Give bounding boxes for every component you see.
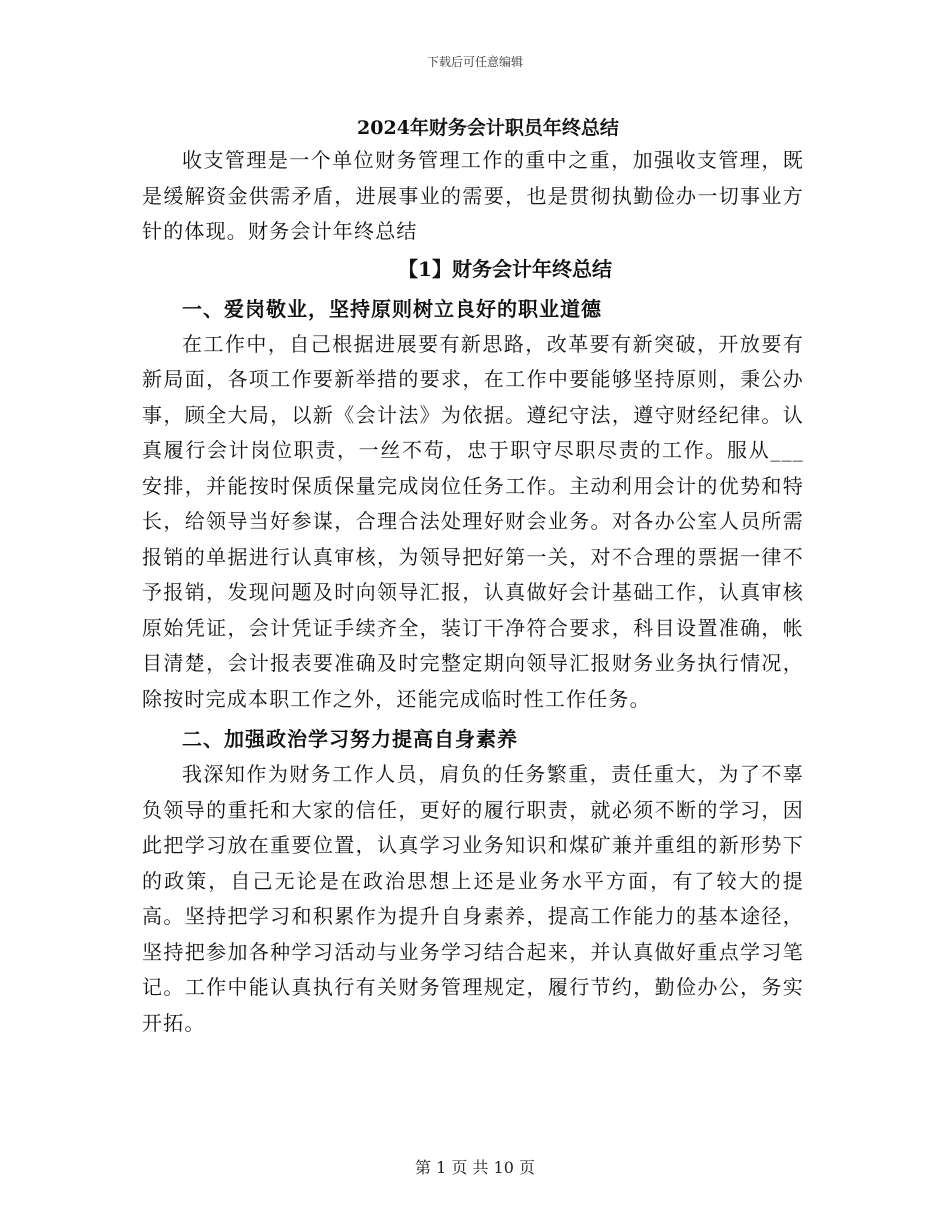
section-heading-2: 二、加强政治学习努力提高自身素养 (182, 727, 518, 751)
section-body-2: 我深知作为财务工作人员，肩负的任务繁重，责任重大，为了不辜负领导的重托和大家的信任，更好的履行职责，就必须不断的学习，因此把学习放在重要位置，认真学习业务知识和煤矿兼并重组的新形势下的政策，自己无论是在政治思想上还是业务水平方面，有了较大的提高。坚持把学习和积累作为提升自身素养，提高工作能力的基本途径，坚持把参加各种学习活动与业务学习结合起来，并认真做好重点学习笔记。工作中能认真执行有关财务管理规定，履行节约，勤俭办公，务实开拓。 (142, 762, 804, 1035)
page-header-note: 下载后可任意编辑 (426, 55, 523, 69)
intro-paragraph: 收支管理是一个单位财务管理工作的重中之重，加强收支管理，既是缓解资金供需矛盾，进展事业的需要，也是贯彻执勤俭办一切事业方针的体现。财务会计年终总结 (142, 148, 804, 243)
document-subtitle: 【1】财务会计年终总结 (398, 256, 612, 281)
document-body (142, 113, 804, 1041)
page-number: 第 1 页 共 10 页 (415, 1158, 535, 1177)
document-title: 2024年财务会计职员年终总结 (357, 117, 619, 139)
section-heading-1: 一、爱岗敬业，坚持原则树立良好的职业道德 (182, 296, 602, 321)
section-body-1: 在工作中，自己根据进展要有新思路，改革要有新突破，开放要有新局面，各项工作要新举措的要求，在工作中要能够坚持原则，秉公办事，顾全大局，以新《会计法》为依据。遵纪守法，遵守财经纪律。认真履行会计岗位职责，一丝不苟，忠于职守尽职尽责的工作。服从___安排，并能按时保质保量完成岗位任务工作。主动利用会计的优势和特长，给领导当好参谋，合理合法处理好财会业务。对各办公室人员所需报销的单据进行认真审核，为领导把好第一关，对不合理的票据一律不予报销，发现问题及时向领导汇报，认真做好会计基础工作，认真审核原始凭证，会计凭证手续齐全，装订干净符合要求，科目设置准确，帐目清楚，会计报表要准确及时完整定期向领导汇报财务业务执行情况，除按时完成本职工作之外，还能完成临时性工作任务。 (142, 331, 804, 711)
